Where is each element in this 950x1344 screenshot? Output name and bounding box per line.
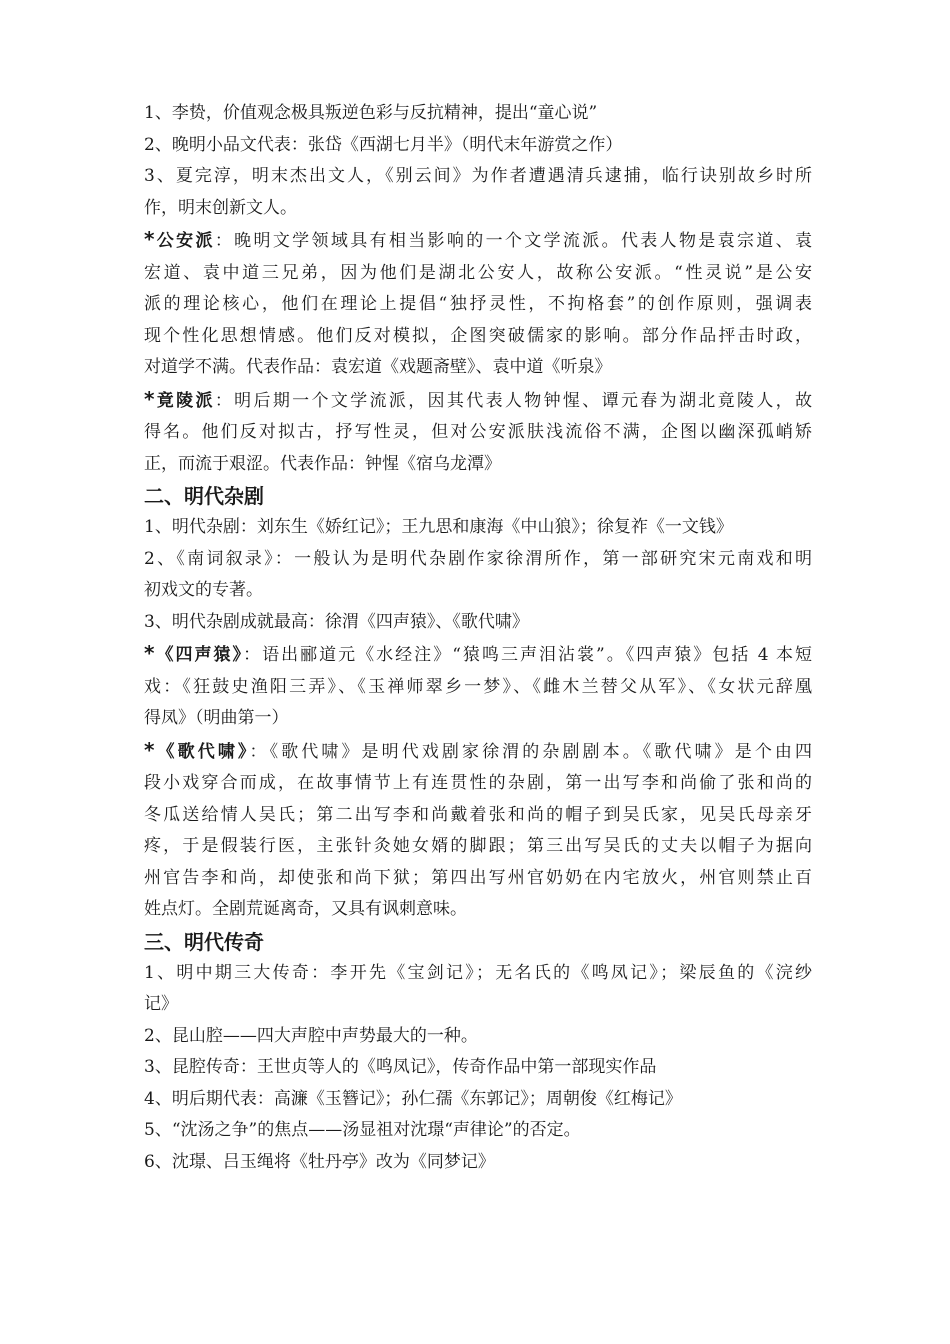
text-line: 记》 — [144, 994, 178, 1014]
text-line: 姓点灯。全剧荒诞离奇，又具有讽刺意味。 — [144, 899, 467, 919]
text-line: 派的理论核心，他们在理论上提倡“独抒灵性，不拘格套”的创作原则，强调表 — [144, 294, 812, 314]
text-line: 3、明代杂剧成就最高：徐渭《四声猿》、《歌代啸》 — [144, 611, 529, 632]
asterisk-marker: * — [144, 227, 155, 251]
text-line: 1、明代杂剧：刘东生《娇红记》；王九思和康海《中山狼》；徐复祚《一文钱》 — [144, 517, 733, 537]
list-item — [144, 1084, 812, 1116]
text-line: ：明后期一个文学流派，因其代表人物钟惺、谭元春为湖北竟陵人，故 — [214, 390, 813, 411]
list-item — [144, 958, 812, 1021]
term-paragraph-gongan — [144, 224, 812, 384]
text-line: 5、“沈汤之争”的焦点——汤显祖对沈璟“声律论”的否定。 — [144, 1120, 581, 1140]
text-line: 4、明后期代表：高濂《玉簪记》；孙仁孺《东郭记》；周朝俊《红梅记》 — [144, 1088, 682, 1109]
section-heading: 二、明代杂剧 — [144, 484, 264, 508]
document-body — [144, 98, 812, 1178]
list-item — [144, 1052, 812, 1084]
text-line: 2、晚明小品文代表：张岱《西湖七月半》（明代末年游赏之作） — [144, 134, 623, 155]
text-line: 得名。他们反对拟古，抒写性灵，但对公安派肤浅流俗不满，企图以幽深孤峭矫 — [144, 422, 812, 442]
text-line: 6、沈璟、吕玉绳将《牡丹亭》改为《同梦记》 — [144, 1151, 495, 1172]
text-line: 作，明末创新文人。 — [144, 197, 297, 218]
list-item — [144, 1021, 812, 1053]
term-paragraph-sishengyuan — [144, 638, 812, 735]
text-line: 现个性化思想情感。他们反对模拟，企图突破儒家的影响。部分作品抨击时政， — [144, 325, 812, 346]
text-line: 初戏文的专著。 — [144, 580, 263, 600]
asterisk-marker: * — [144, 737, 155, 762]
term-label: 公安派 — [154, 231, 215, 251]
list-item — [144, 130, 812, 162]
asterisk-marker: * — [144, 641, 155, 665]
text-line: 3、夏完淳，明末杰出文人，《别云间》为作者遭遇清兵逮捕，临行诀别故乡时所 — [144, 166, 812, 186]
text-line: ：语出郦道元《水经注》“猿鸣三声泪沾裳”。《四声猿》包括 4 本短 — [243, 645, 812, 665]
term-label: 《四声猿》 — [154, 645, 244, 665]
term-label: 《歌代啸》 — [154, 741, 250, 762]
term-paragraph-gedaixiao — [144, 735, 812, 926]
text-line: 正，而流于艰涩。代表作品：钟惺《宿乌龙潭》 — [144, 453, 501, 474]
text-line: 1、明中期三大传奇：李开先《宝剑记》；无名氏的《鸣凤记》；梁辰鱼的《浣纱 — [144, 962, 812, 983]
list-item — [144, 607, 812, 639]
section-heading: 三、明代传奇 — [144, 929, 264, 954]
list-item — [144, 544, 812, 607]
list-item — [144, 1115, 812, 1147]
text-line: ：晚明文学领域具有相当影响的一个文学流派。代表人物是袁宗道、袁 — [214, 231, 813, 251]
text-line: 2、《南词叙录》：一般认为是明代杂剧作家徐渭所作，第一部研究宋元南戏和明 — [144, 548, 812, 569]
text-line: 宏道、袁中道三兄弟，因为他们是湖北公安人，故称公安派。“性灵说”是公安 — [144, 262, 812, 283]
term-paragraph-jingling — [144, 384, 812, 481]
text-line: 对道学不满。代表作品：袁宏道《戏题斋壁》、袁中道《听泉》 — [144, 357, 612, 377]
text-line: 冬瓜送给情人吴氏；第二出写李和尚戴着张和尚的帽子到吴氏家，见吴氏母亲牙 — [144, 804, 812, 825]
list-item — [144, 1147, 812, 1179]
text-line: 3、昆腔传奇：王世贞等人的《鸣凤记》，传奇作品中第一部现实作品 — [144, 1057, 657, 1077]
text-line: ：《歌代啸》是明代戏剧家徐渭的杂剧剧本。《歌代啸》是个由四 — [249, 741, 813, 762]
text-line: 州官告李和尚，却使张和尚下狱；第四出写州官奶奶在内宅放火，州官则禁止百 — [144, 867, 812, 888]
list-item — [144, 98, 812, 130]
list-item — [144, 512, 812, 544]
list-item — [144, 161, 812, 224]
text-line: 得凤》（明曲第一） — [144, 708, 289, 728]
text-line: 戏：《狂鼓史渔阳三弄》、《玉禅师翠乡一梦》、《雌木兰替父从军》、《女状元辞凰 — [144, 676, 812, 697]
text-line: 段小戏穿合而成，在故事情节上有连贯性的杂剧，第一出写李和尚偷了张和尚的 — [144, 773, 812, 793]
text-line: 2、昆山腔——四大声腔中声势最大的一种。 — [144, 1025, 478, 1046]
text-line: 1、李贽，价值观念极具叛逆色彩与反抗精神，提出“童心说” — [144, 103, 598, 123]
asterisk-marker: * — [144, 386, 155, 411]
text-line: 疼，于是假装行医，主张针灸她女婿的脚跟；第三出写吴氏的丈夫以帽子为据向 — [144, 836, 812, 856]
term-label: 竟陵派 — [154, 390, 215, 411]
